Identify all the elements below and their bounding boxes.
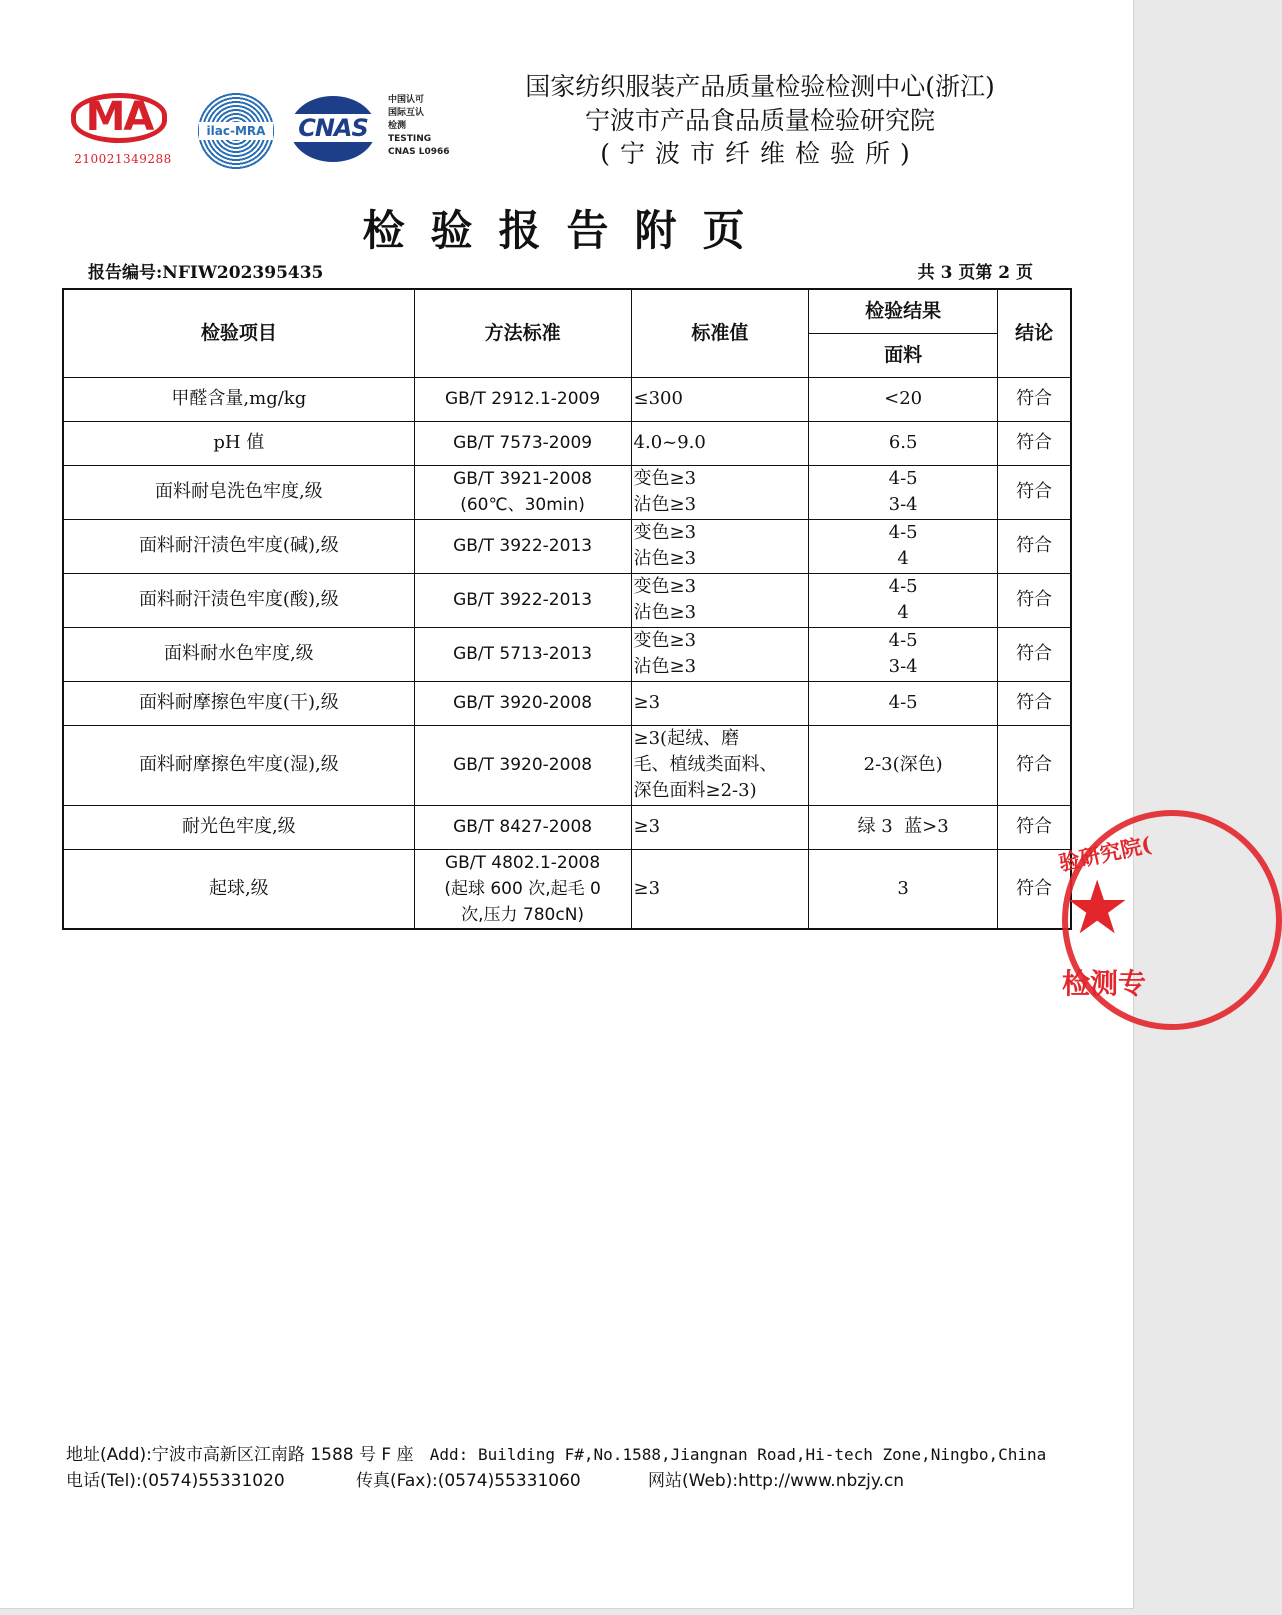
header-item: 检验项目: [63, 289, 414, 377]
table-row: [63, 681, 1071, 725]
cell-result-line: 3: [897, 877, 909, 899]
table-row: [63, 377, 1071, 421]
cell-result-line: 4-5: [888, 468, 918, 489]
seal-star-icon: ★: [1064, 865, 1131, 951]
cell-standard-line: 变色≥3: [633, 468, 697, 489]
cell-result: [809, 421, 998, 465]
cell-standard-line: ≥3: [633, 877, 661, 899]
cell-conclusion: 符合: [998, 519, 1071, 573]
table-row: [63, 849, 1071, 929]
cell-result-line: 绿 3 蓝>3: [857, 816, 949, 837]
cell-standard-line: 4.0~9.0: [633, 432, 706, 453]
cell-method: [414, 681, 631, 725]
cnas-logo: [290, 96, 376, 162]
cell-conclusion: 符合: [998, 681, 1071, 725]
cell-method-line: GB/T 3920-2008: [453, 755, 593, 775]
cell-result-line: 3-4: [888, 656, 918, 677]
cell-result-line: 6.5: [888, 432, 918, 453]
cell-result-line: 4-5: [888, 522, 918, 543]
table-row: [63, 465, 1071, 519]
cell-method-line: GB/T 3920-2008: [453, 693, 593, 713]
footer-tel: 电话(Tel):(0574)55331020: [66, 1471, 285, 1491]
header-result-group: 检验结果: [809, 289, 998, 333]
cell-item: 甲醛含量,mg/kg: [63, 377, 414, 421]
cell-standard-line: 变色≥3: [633, 522, 697, 543]
page-count: 共 3 页第 2 页: [917, 263, 1033, 283]
cell-method-line: (起球 600 次,起毛 0: [444, 878, 601, 899]
cell-standard: [631, 377, 809, 421]
document-title: 检验报告附页: [362, 206, 771, 255]
ilac-text: ilac-MRA: [199, 122, 273, 140]
cell-result: [809, 725, 998, 805]
org-name-line2: 宁波市产品食品质量检验研究院: [584, 106, 935, 135]
table-row: [63, 627, 1071, 681]
cell-result-line: 4: [897, 548, 909, 569]
org-name-line3: (宁波市纤维检验所): [600, 139, 920, 168]
cell-item: 面料耐汗渍色牢度(酸),级: [63, 573, 414, 627]
cnas-caption-line: 国际互认: [388, 108, 425, 118]
cell-method-line: GB/T 2912.1-2009: [444, 389, 601, 409]
cell-item: 起球,级: [63, 849, 414, 929]
cnas-text: CNAS: [286, 114, 380, 142]
cell-result: [809, 465, 998, 519]
cell-item: 耐光色牢度,级: [63, 805, 414, 849]
cell-result-line: 4-5: [888, 692, 918, 713]
cnas-caption-line: CNAS L0966: [388, 147, 450, 157]
cell-result: [809, 849, 998, 929]
cnas-caption: [388, 94, 468, 159]
table-row: [63, 725, 1071, 805]
cma-mark: MA: [71, 93, 167, 143]
cell-result: [809, 377, 998, 421]
cell-method: [414, 377, 631, 421]
header-standard: 标准值: [631, 289, 809, 377]
cell-conclusion: 符合: [998, 627, 1071, 681]
cell-standard: [631, 805, 809, 849]
cell-result-line: 4: [897, 602, 909, 623]
cell-standard-line: ≥3(起绒、磨: [633, 728, 740, 749]
cell-result-line: 4-5: [888, 630, 918, 651]
cell-standard: [631, 849, 809, 929]
cell-conclusion: 符合: [998, 421, 1071, 465]
cma-number: 210021349288: [74, 152, 172, 166]
cell-method-line: GB/T 3921-2008: [453, 469, 593, 489]
footer-address: 地址(Add):宁波市高新区江南路 1588 号 F 座: [66, 1445, 414, 1465]
cell-conclusion: 符合: [998, 849, 1071, 929]
table-row: [63, 421, 1071, 465]
cell-method: [414, 805, 631, 849]
header-result-fabric: 面料: [809, 333, 998, 377]
cma-logo: [68, 90, 178, 170]
cell-item: 面料耐汗渍色牢度(碱),级: [63, 519, 414, 573]
footer-fax: 传真(Fax):(0574)55331060: [356, 1471, 581, 1491]
table-row: [63, 573, 1071, 627]
cell-standard: [631, 573, 809, 627]
cell-conclusion: 符合: [998, 805, 1071, 849]
cell-result: [809, 573, 998, 627]
cell-result-line: 3-4: [888, 494, 918, 515]
cell-standard-line: 沾色≥3: [633, 602, 697, 623]
cell-item: 面料耐水色牢度,级: [63, 627, 414, 681]
footer-address-en: Add: Building F#,No.1588,Jiangnan Road,Hi-tech Zone,Ningbo,China: [429, 1445, 1047, 1464]
cell-method: [414, 627, 631, 681]
cell-standard-line: 沾色≥3: [633, 494, 697, 515]
footer: [66, 1442, 1046, 1494]
cnas-caption-line: 检测: [388, 121, 407, 131]
cell-standard-line: ≥3: [633, 816, 661, 837]
cell-method: [414, 519, 631, 573]
cell-standard: [631, 681, 809, 725]
cell-item: 面料耐皂洗色牢度,级: [63, 465, 414, 519]
seal-text-top: 验研究院(: [1056, 831, 1154, 876]
cell-standard-line: 变色≥3: [633, 630, 697, 651]
footer-address-row: [66, 1442, 1046, 1468]
cell-item: pH 值: [63, 421, 414, 465]
cell-standard-line: 沾色≥3: [633, 548, 697, 569]
cell-result-line: <20: [884, 388, 923, 409]
cnas-caption-line: 中国认可: [388, 95, 425, 105]
cell-standard-line: ≤300: [633, 388, 683, 409]
cell-standard-line: 深色面料≥2-3): [633, 780, 757, 801]
cell-standard-line: 沾色≥3: [633, 656, 697, 677]
cell-result: [809, 805, 998, 849]
cnas-caption-line: TESTING: [388, 134, 432, 144]
cell-standard: [631, 421, 809, 465]
cell-standard: [631, 627, 809, 681]
cell-conclusion: 符合: [998, 573, 1071, 627]
cell-method-line: 次,压力 780cN): [461, 904, 585, 925]
seal-text-bottom: 检测专: [1062, 967, 1147, 1000]
cell-method-line: GB/T 7573-2009: [453, 433, 593, 453]
table-row: [63, 519, 1071, 573]
cell-result: [809, 519, 998, 573]
cell-conclusion: 符合: [998, 465, 1071, 519]
cell-method-line: GB/T 3922-2013: [453, 536, 593, 556]
footer-contact-row: [66, 1468, 1046, 1494]
table-body: [63, 377, 1071, 929]
cell-conclusion: 符合: [998, 725, 1071, 805]
cell-method-line: GB/T 5713-2013: [453, 644, 593, 664]
cell-method-line: GB/T 4802.1-2008: [444, 852, 601, 873]
cell-result-line: 2-3(深色): [863, 754, 943, 775]
cell-method: [414, 573, 631, 627]
cell-standard: [631, 725, 809, 805]
cell-method-line: (60℃、30min): [460, 495, 585, 515]
header-method: 方法标准: [414, 289, 631, 377]
cell-standard: [631, 465, 809, 519]
cell-method: [414, 465, 631, 519]
cell-standard-line: 毛、植绒类面料、: [633, 754, 778, 775]
cell-method: [414, 421, 631, 465]
cell-item: 面料耐摩擦色牢度(干),级: [63, 681, 414, 725]
cell-method-line: GB/T 8427-2008: [453, 817, 593, 837]
cell-standard-line: 变色≥3: [633, 576, 697, 597]
inspection-table: [62, 288, 1072, 930]
ilac-mra-logo: [197, 92, 275, 170]
cell-result: [809, 681, 998, 725]
cell-conclusion: 符合: [998, 377, 1071, 421]
cell-result: [809, 627, 998, 681]
footer-web: 网站(Web):http://www.nbzjy.cn: [648, 1471, 905, 1491]
cell-standard-line: ≥3: [633, 692, 661, 713]
header-conclusion: 结论: [998, 289, 1071, 377]
cell-method: [414, 849, 631, 929]
cell-standard: [631, 519, 809, 573]
cell-method-line: GB/T 3922-2013: [453, 590, 593, 610]
cell-result-line: 4-5: [888, 576, 918, 597]
cell-item: 面料耐摩擦色牢度(湿),级: [63, 725, 414, 805]
table-row: [63, 805, 1071, 849]
org-name-line1: 国家纺织服装产品质量检验检测中心(浙江): [525, 72, 995, 101]
cell-method: [414, 725, 631, 805]
report-number: 报告编号:NFIW202395435: [88, 263, 324, 283]
